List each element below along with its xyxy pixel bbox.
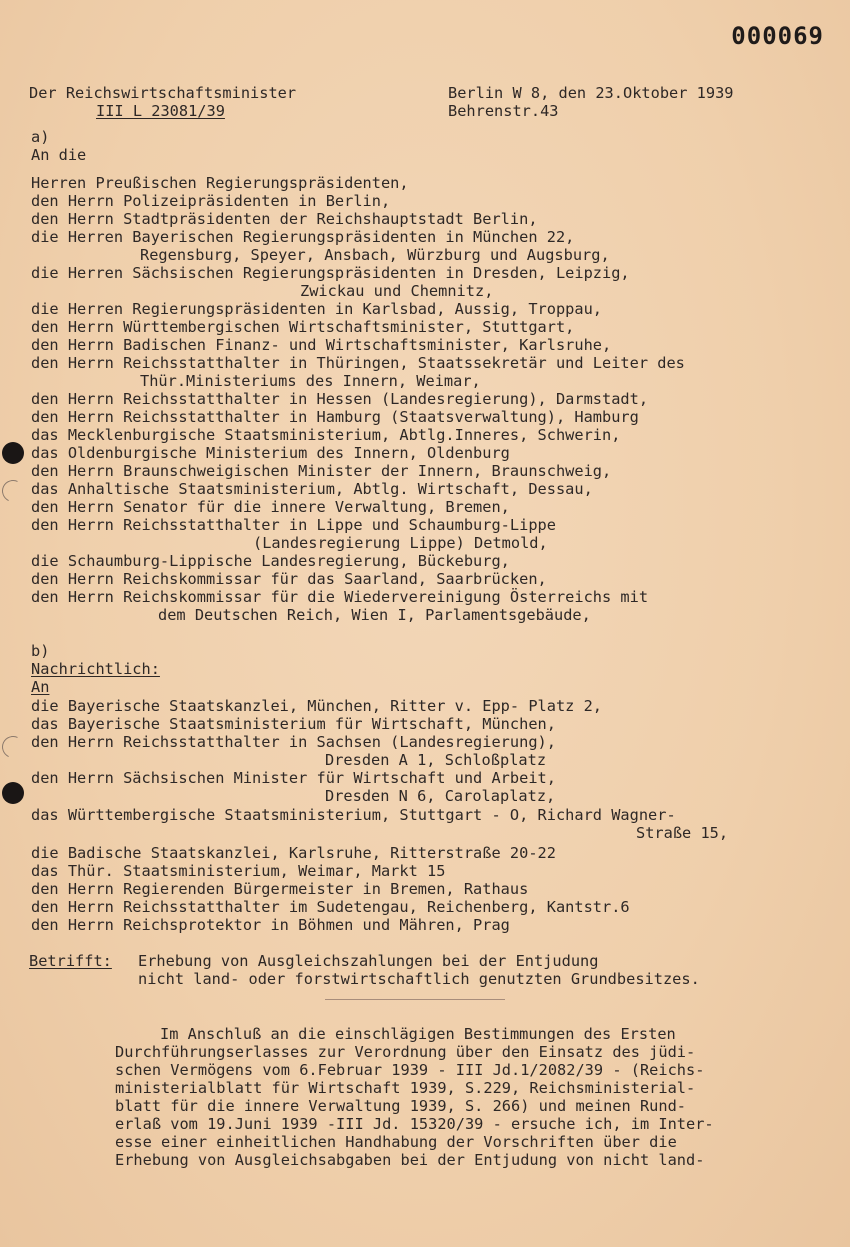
recipient-line: die Herren Sächsischen Regierungspräsidenten in Dresden, Leipzig, (31, 264, 630, 282)
recipient-line: Herren Preußischen Regierungspräsidenten, (31, 174, 409, 192)
recipient-line: die Herren Regierungspräsidenten in Karlsbad, Aussig, Troppau, (31, 300, 602, 318)
body-line: blatt für die innere Verwaltung 1939, S. 266) und meinen Rund- (115, 1097, 686, 1115)
cc-recipient-line: das Württembergische Staatsministerium, Stuttgart - O, Richard Wagner- (31, 806, 676, 824)
recipient-line: das Oldenburgische Ministerium des Innern, Oldenburg (31, 444, 510, 462)
recipient-line: Regensburg, Speyer, Ansbach, Würzburg und Augsburg, (140, 246, 610, 264)
recipient-line: das Anhaltische Staatsministerium, Abtlg. Wirtschaft, Dessau, (31, 480, 593, 498)
recipient-line: Thür.Ministeriums des Innern, Weimar, (140, 372, 481, 390)
recipient-line: den Herrn Reichsstatthalter in Hessen (Landesregierung), Darmstadt, (31, 390, 649, 408)
section-b-intro: An (31, 678, 50, 696)
recipient-line: den Herrn Badischen Finanz- und Wirtschaftsminister, Karlsruhe, (31, 336, 612, 354)
recipient-line: die Herren Bayerischen Regierungspräsidenten in München 22, (31, 228, 575, 246)
punch-hole (2, 782, 24, 804)
recipient-line: den Herrn Württembergischen Wirtschaftsminister, Stuttgart, (31, 318, 575, 336)
subject-line-1: Erhebung von Ausgleichszahlungen bei der Entjudung (138, 952, 599, 970)
cc-recipient-line: Straße 15, (636, 824, 729, 842)
street-address: Behrenstr.43 (448, 102, 559, 120)
cc-recipient-line: den Herrn Regierenden Bürgermeister in Bremen, Rathaus (31, 880, 529, 898)
cc-recipient-line: den Herrn Sächsischen Minister für Wirtschaft und Arbeit, (31, 769, 556, 787)
body-line: Durchführungserlasses zur Verordnung über den Einsatz des jüdi- (115, 1043, 696, 1061)
body-line: Erhebung von Ausgleichsabgaben bei der Entjudung von nicht land- (115, 1151, 705, 1169)
sender-title: Der Reichswirtschaftsminister (29, 84, 297, 102)
body-line: ministerialblatt für Wirtschaft 1939, S.229, Reichsministerial- (115, 1079, 696, 1097)
recipient-line: dem Deutschen Reich, Wien I, Parlamentsgebäude, (158, 606, 591, 624)
subject-label: Betrifft: (29, 952, 112, 970)
punch-hole-mark (0, 733, 27, 761)
cc-recipient-line: Dresden N 6, Carolaplatz, (325, 787, 556, 805)
recipient-line: die Schaumburg-Lippische Landesregierung, Bückeburg, (31, 552, 510, 570)
recipient-line: den Herrn Polizeipräsidenten in Berlin, (31, 192, 391, 210)
recipient-line: den Herrn Reichskommissar für das Saarland, Saarbrücken, (31, 570, 547, 588)
recipient-line: Zwickau und Chemnitz, (300, 282, 494, 300)
section-a-marker: a) (31, 128, 50, 146)
place-date: Berlin W 8, den 23.Oktober 1939 (448, 84, 734, 102)
subject-line-2: nicht land- oder forstwirtschaftlich genutzten Grundbesitzes. (138, 970, 700, 988)
cc-recipient-line: den Herrn Reichsprotektor in Böhmen und Mähren, Prag (31, 916, 510, 934)
section-b-marker: b) (31, 642, 50, 660)
recipient-line: (Landesregierung Lippe) Detmold, (253, 534, 548, 552)
recipient-line: den Herrn Reichsstatthalter in Lippe und Schaumburg-Lippe (31, 516, 556, 534)
section-b-heading: Nachrichtlich: (31, 660, 160, 678)
recipient-line: den Herrn Reichsstatthalter in Hamburg (Staatsverwaltung), Hamburg (31, 408, 639, 426)
document-number: 000069 (731, 22, 824, 50)
divider-line (325, 999, 505, 1000)
section-a-intro: An die (31, 146, 87, 164)
body-line: esse einer einheitlichen Handhabung der Vorschriften über die (115, 1133, 677, 1151)
cc-recipient-line: das Thür. Staatsministerium, Weimar, Markt 15 (31, 862, 446, 880)
recipient-line: den Herrn Braunschweigischen Minister der Innern, Braunschweig, (31, 462, 612, 480)
recipient-line: das Mecklenburgische Staatsministerium, Abtlg.Inneres, Schwerin, (31, 426, 621, 444)
cc-recipient-line: Dresden A 1, Schloßplatz (325, 751, 547, 769)
recipient-line: den Herrn Reichsstatthalter in Thüringen, Staatssekretär und Leiter des (31, 354, 685, 372)
cc-recipient-line: den Herrn Reichsstatthalter in Sachsen (Landesregierung), (31, 733, 556, 751)
cc-recipient-line: die Badische Staatskanzlei, Karlsruhe, Ritterstraße 20-22 (31, 844, 556, 862)
reference-number: III L 23081/39 (96, 102, 225, 120)
cc-recipient-line: das Bayerische Staatsministerium für Wirtschaft, München, (31, 715, 556, 733)
recipient-line: den Herrn Stadtpräsidenten der Reichshauptstadt Berlin, (31, 210, 538, 228)
body-line: Im Anschluß an die einschlägigen Bestimmungen des Ersten (160, 1025, 676, 1043)
body-line: erlaß vom 19.Juni 1939 -III Jd. 15320/39 - ersuche ich, im Inter- (115, 1115, 714, 1133)
body-line: schen Vermögens vom 6.Februar 1939 - III Jd.1/2082/39 - (Reichs- (115, 1061, 705, 1079)
punch-hole (2, 442, 24, 464)
punch-hole-mark (0, 477, 27, 505)
recipient-line: den Herrn Senator für die innere Verwaltung, Bremen, (31, 498, 510, 516)
cc-recipient-line: den Herrn Reichsstatthalter im Sudetengau, Reichenberg, Kantstr.6 (31, 898, 630, 916)
cc-recipient-line: die Bayerische Staatskanzlei, München, Ritter v. Epp- Platz 2, (31, 697, 602, 715)
recipient-line: den Herrn Reichskommissar für die Wiedervereinigung Österreichs mit (31, 588, 649, 606)
